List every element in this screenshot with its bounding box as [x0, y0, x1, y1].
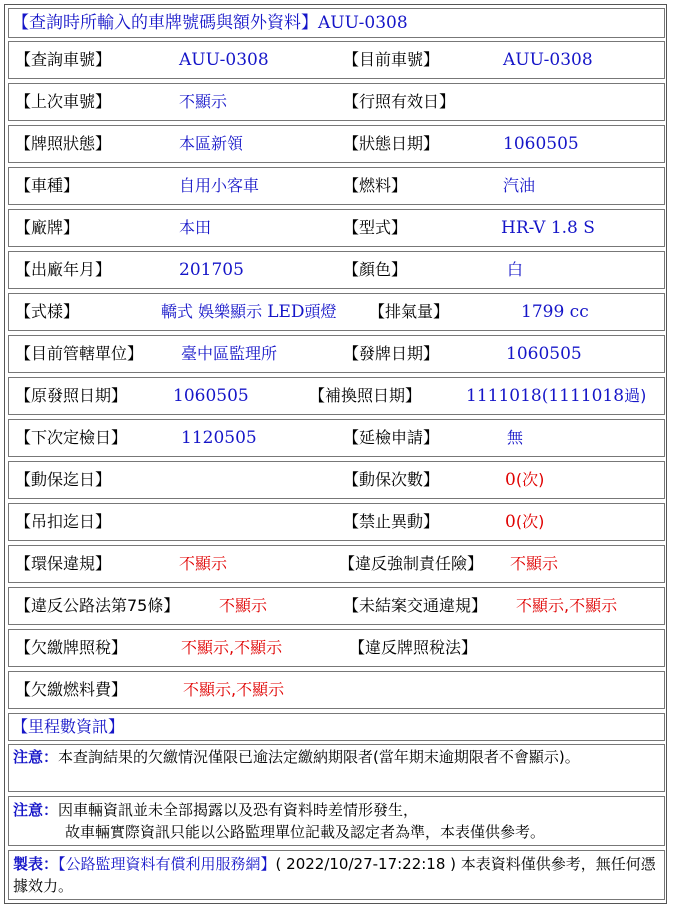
- info-row-body-style: [8, 293, 665, 331]
- label-suspension-date: 【吊扣迄日】: [15, 512, 112, 531]
- label-change-prohibited: 【禁止異動】: [343, 512, 440, 531]
- label-color: 【顏色】: [343, 260, 408, 279]
- value-unpaid-license-tax: 不顯示,不顯示: [181, 638, 283, 657]
- label-displacement: 【排氣量】: [369, 302, 450, 321]
- query-header-label: 【查詢時所輸入的車牌號碼與額外資料】: [12, 13, 318, 33]
- report-footer: [8, 850, 665, 900]
- info-row-license-tax: [8, 629, 665, 667]
- note-2-line-2: 故車輛實際資訊只能以公路監理單位記載及認定者為準，本表僅供參考。: [65, 823, 546, 841]
- value-highway-act-violation: 不顯示: [219, 596, 268, 615]
- value-body-style-part3: 頭燈: [304, 302, 337, 321]
- note-2-line-1: 因車輛資訊並未全部揭露以及恐有資料時差情形發生，: [58, 801, 419, 819]
- label-brand: 【廠牌】: [15, 218, 80, 237]
- info-row-jurisdiction: [8, 335, 665, 373]
- value-environmental-violation: 不顯示: [179, 554, 228, 573]
- info-row-highway-act: [8, 587, 665, 625]
- info-row-previous-plate: [8, 83, 665, 121]
- query-header-row: [8, 8, 665, 38]
- label-issue-date: 【發牌日期】: [343, 344, 440, 363]
- value-next-inspection: 1120505: [181, 428, 257, 448]
- value-change-prohibited: [505, 512, 544, 532]
- value-body-style: [161, 302, 337, 322]
- label-compulsory-insurance: 【違反強制責任險】: [339, 554, 484, 573]
- value-body-style-part1: 轎式 娛樂顯示: [161, 302, 268, 321]
- mileage-label: 【里程數資訊】: [12, 717, 125, 736]
- footer-label: 製表：: [13, 855, 59, 873]
- value-chattel-mortgage-count-number: 0: [505, 470, 516, 490]
- mileage-section: [8, 713, 665, 741]
- label-license-tax-act-violation: 【違反牌照稅法】: [349, 638, 478, 657]
- value-displacement: 1799 cc: [521, 302, 589, 322]
- info-row-suspension: [8, 503, 665, 541]
- value-open-traffic-violation: 不顯示,不顯示: [516, 596, 618, 615]
- label-original-issue-date: 【原發照日期】: [15, 386, 128, 405]
- value-color: 白: [507, 260, 524, 279]
- query-header-title: [12, 13, 408, 33]
- footer-text: [13, 853, 660, 897]
- label-current-plate: 【目前車號】: [343, 50, 440, 69]
- label-environmental-violation: 【環保違規】: [15, 554, 112, 573]
- label-chattel-mortgage-date: 【動保迄日】: [15, 470, 112, 489]
- value-original-issue-date: 1060505: [173, 386, 249, 406]
- value-extension-request: 無: [507, 428, 524, 447]
- value-vehicle-type: 自用小客車: [179, 176, 260, 195]
- value-replacement-date: [466, 386, 646, 406]
- value-status-date: 1060505: [503, 134, 579, 154]
- value-jurisdiction: 臺中區監理所: [181, 344, 278, 363]
- value-issue-date: 1060505: [506, 344, 582, 364]
- value-chattel-mortgage-count: [505, 470, 544, 490]
- info-row-plate-status: [8, 125, 665, 163]
- label-model: 【型式】: [343, 218, 408, 237]
- note-1: [8, 744, 665, 792]
- value-unpaid-fuel-fee: 不顯示,不顯示: [183, 680, 285, 699]
- info-row-original-issue: [8, 377, 665, 415]
- footer-timestamp: ( 2022/10/27-17:22:18 ): [275, 855, 457, 873]
- value-manufacture-date: 201705: [179, 260, 244, 280]
- value-fuel: 汽油: [503, 176, 536, 195]
- label-status-date: 【狀態日期】: [343, 134, 440, 153]
- label-query-plate: 【查詢車號】: [15, 50, 112, 69]
- label-extension-request: 【延檢申請】: [343, 428, 440, 447]
- info-row-vehicle-type: [8, 167, 665, 205]
- label-fuel: 【燃料】: [343, 176, 408, 195]
- label-license-valid-date: 【行照有效日】: [343, 92, 456, 111]
- label-highway-act-violation: 【違反公路法第75條】: [15, 596, 180, 615]
- label-jurisdiction: 【目前管轄單位】: [15, 344, 144, 363]
- label-unpaid-fuel-fee: 【欠繳燃料費】: [15, 680, 128, 699]
- note-2-text: [13, 799, 660, 843]
- query-header-plate: AUU-0308: [318, 13, 408, 33]
- label-next-inspection: 【下次定檢日】: [15, 428, 128, 447]
- value-body-style-led: LED: [267, 302, 305, 322]
- info-row-manufacture-date: [8, 251, 665, 289]
- label-plate-status: 【牌照狀態】: [15, 134, 112, 153]
- value-replacement-date-number: 1111018(1111018: [466, 386, 625, 406]
- footer-disclaimer: 本表資料僅供參考，無任何憑據效力。: [13, 855, 656, 895]
- note-1-body: 本查詢結果的欠繳情況僅限已逾法定繳納期限者(當年期末逾期限者不會顯示)。: [58, 748, 580, 766]
- info-row-chattel-mortgage: [8, 461, 665, 499]
- note-2: [8, 796, 665, 846]
- value-model: HR-V 1.8 S: [501, 218, 595, 238]
- label-body-style: 【式樣】: [15, 302, 80, 321]
- info-row-fuel-fee: [8, 671, 665, 709]
- label-manufacture-date: 【出廠年月】: [15, 260, 112, 279]
- value-chattel-mortgage-count-unit: (次): [515, 470, 545, 489]
- value-previous-plate: 不顯示: [179, 92, 228, 111]
- label-replacement-date: 【補換照日期】: [309, 386, 422, 405]
- value-query-plate: AUU-0308: [179, 50, 269, 70]
- label-chattel-mortgage-count: 【動保次數】: [343, 470, 440, 489]
- value-change-prohibited-number: 0: [505, 512, 516, 532]
- value-replacement-date-suffix: 過): [624, 386, 647, 405]
- note-1-text: [13, 746, 660, 768]
- label-unpaid-license-tax: 【欠繳牌照稅】: [15, 638, 128, 657]
- value-plate-status: 本區新領: [179, 134, 244, 153]
- value-brand: 本田: [179, 218, 212, 237]
- info-row-brand: [8, 209, 665, 247]
- info-row-plate: [8, 41, 665, 79]
- info-row-next-inspection: [8, 419, 665, 457]
- label-previous-plate: 【上次車號】: [15, 92, 112, 111]
- label-vehicle-type: 【車種】: [15, 176, 80, 195]
- footer-source: 【公路監理資料有償利用服務網】: [58, 855, 276, 873]
- value-change-prohibited-unit: (次): [515, 512, 545, 531]
- label-open-traffic-violation: 【未結案交通違規】: [343, 596, 488, 615]
- info-row-environmental: [8, 545, 665, 583]
- value-compulsory-insurance: 不顯示: [510, 554, 559, 573]
- note-1-label: 注意：: [13, 748, 59, 766]
- note-2-label: 注意：: [13, 801, 59, 819]
- value-current-plate: AUU-0308: [503, 50, 593, 70]
